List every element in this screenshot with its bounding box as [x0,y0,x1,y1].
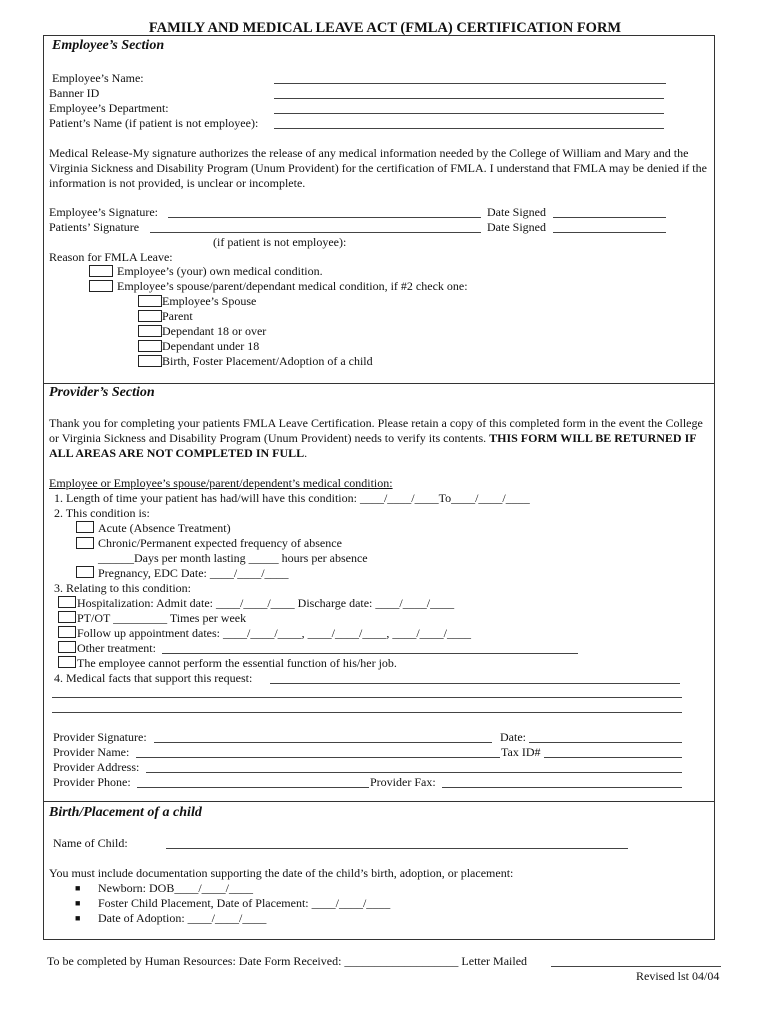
birth-section-heading: Birth/Placement of a child [49,805,202,820]
provider-intro-text [49,416,709,461]
birth-placement-checkbox[interactable] [138,355,162,367]
provider-phone-field[interactable] [137,787,369,788]
adoption-date: Date of Adoption: ____/____/____ [98,911,267,925]
other-treatment-checkbox[interactable] [58,641,76,653]
banner-id-label: Banner ID [49,86,100,100]
dependant-under-18-label: Dependant under 18 [162,339,260,353]
tax-id-field[interactable] [544,757,682,758]
parent-label: Parent [162,309,193,323]
provider-date-field[interactable] [529,742,682,743]
banner-id-field[interactable] [274,98,664,99]
pregnancy-checkbox[interactable] [76,566,94,578]
reason-label: Reason for FMLA Leave: [49,250,173,264]
employee-department-label: Employee’s Department: [49,101,169,115]
patient-signature-note: (if patient is not employee): [213,235,347,249]
spouse-checkbox[interactable] [138,295,162,307]
medical-release-text: Medical Release-My signature authorizes the release of any medical information needed by the College of William and Mary and the Virginia Sickness and Disability Program (Unum Provident) for the certification of FMLA. I understand that FMLA may be denied if the information is not provided, is unclear or incomplete. [49,146,707,190]
cannot-perform-label: The employee cannot perform the essential function of his/her job. [77,656,397,670]
tax-id-label: Tax ID# [501,745,541,759]
provider-name-label: Provider Name: [53,745,130,759]
reason-family-label: Employee’s spouse/parent/dependant medical condition, if #2 check one: [117,279,468,293]
reason-family-checkbox[interactable] [89,280,113,292]
q4-medical-facts-label: 4. Medical facts that support this request: [54,671,253,685]
bullet-icon: ■ [75,898,81,908]
employee-date-signed-label: Date Signed [487,205,546,219]
provider-signature-label: Provider Signature: [53,730,147,744]
pregnancy-label: Pregnancy, EDC Date: ____/____/____ [98,566,289,580]
q2-condition-label: 2. This condition is: [54,506,150,520]
dependant-over-18-label: Dependant 18 or over [162,324,267,338]
revised-date: Revised lst 04/04 [636,969,720,983]
employee-signature-label: Employee’s Signature: [49,205,158,219]
cannot-perform-checkbox[interactable] [58,656,76,668]
provider-signature-field[interactable] [154,742,492,743]
q1-length-of-condition: 1. Length of time your patient has had/will have this condition: ____/____/____To____/____/____ [54,491,530,505]
days-per-month-line: ______Days per month lasting _____ hours per absence [98,551,368,565]
other-treatment-label: Other treatment: [77,641,156,655]
provider-intro-end: . [304,446,308,460]
employee-signature-field[interactable] [168,217,481,218]
provider-fax-label: Provider Fax: [370,775,436,789]
birth-placement-label: Birth, Foster Placement/Adoption of a child [162,354,373,368]
child-name-field[interactable] [166,848,628,849]
follow-up-label: Follow up appointment dates: ____/____/____, ____/____/____, ____/____/____ [77,626,471,640]
bullet-icon: ■ [75,883,81,893]
employee-department-field[interactable] [274,113,664,114]
reason-own-label: Employee’s (your) own medical condition. [117,264,323,278]
reason-own-checkbox[interactable] [89,265,113,277]
patient-signature-field[interactable] [150,232,481,233]
hr-completion-line: To be completed by Human Resources: Date Form Received: ___________________ Letter Mailed [47,954,528,968]
chronic-checkbox[interactable] [76,537,94,549]
hospitalization-label: Hospitalization: Admit date: ____/____/____ Discharge date: ____/____/____ [77,596,455,610]
employee-name-field[interactable] [274,83,666,84]
q3-relating-label: 3. Relating to this condition: [54,581,191,595]
child-name-label: Name of Child: [53,836,128,850]
provider-section-heading: Provider’s Section [49,385,155,400]
dependant-over-18-checkbox[interactable] [138,325,162,337]
chronic-label: Chronic/Permanent expected frequency of absence [98,536,342,550]
spouse-label: Employee’s Spouse [162,294,257,308]
dependant-under-18-checkbox[interactable] [138,340,162,352]
provider-fax-field[interactable] [442,787,682,788]
medical-facts-line-1[interactable] [270,683,680,684]
medical-facts-line-2[interactable] [52,697,682,698]
patient-name-label: Patient’s Name (if patient is not employee): [49,116,259,130]
acute-label: Acute (Absence Treatment) [98,521,231,535]
other-treatment-field[interactable] [162,653,578,654]
patient-date-signed-label: Date Signed [487,220,546,234]
ptot-checkbox[interactable] [58,611,76,623]
condition-heading: Employee or Employee’s spouse/parent/dependent’s medical condition: [49,476,393,490]
foster-placement-date: Foster Child Placement, Date of Placement: ____/____/____ [98,896,391,910]
provider-address-field[interactable] [146,772,682,773]
bullet-icon: ■ [75,913,81,923]
patient-signature-label: Patients’ Signature [49,220,140,234]
provider-name-field[interactable] [136,757,500,758]
provider-phone-label: Provider Phone: [53,775,131,789]
acute-checkbox[interactable] [76,521,94,533]
parent-checkbox[interactable] [138,310,162,322]
employee-section-heading: Employee’s Section [52,38,165,53]
newborn-dob: Newborn: DOB____/____/____ [98,881,253,895]
employee-name-label: Employee’s Name: [52,71,144,85]
ptot-label: PT/OT _________ Times per week [77,611,247,625]
follow-up-checkbox[interactable] [58,626,76,638]
letter-mailed-field[interactable] [551,966,721,967]
patient-name-field[interactable] [274,128,664,129]
medical-facts-line-3[interactable] [52,712,682,713]
hospitalization-checkbox[interactable] [58,596,76,608]
provider-date-label: Date: [500,730,526,744]
documentation-note: You must include documentation supporting the date of the child’s birth, adoption, or placement: [49,866,514,880]
provider-intro-warning: THIS FORM WILL BE RETURNED IF ALL AREAS ARE NOT COMPLETED IN FULL [49,431,697,460]
provider-intro-main: Thank you for completing your patients FMLA Leave Certification. Please retain a copy of this completed form in the event the College or Virginia Sickness and Disability Program (Unum Provident) needs to verify its contents. [49,416,703,445]
provider-address-label: Provider Address: [53,760,140,774]
patient-date-signed-field[interactable] [553,232,666,233]
form-title: FAMILY AND MEDICAL LEAVE ACT (FMLA) CERTIFICATION FORM [148,20,622,36]
employee-date-signed-field[interactable] [553,217,666,218]
